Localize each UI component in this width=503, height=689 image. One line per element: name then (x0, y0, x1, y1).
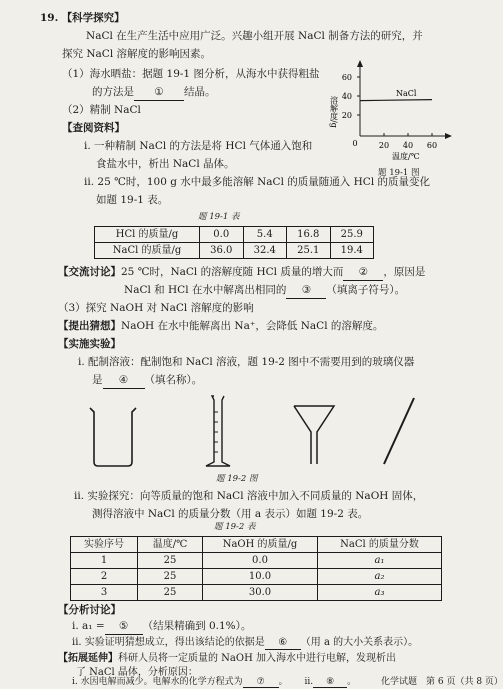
x-tick-60: 60 (426, 141, 438, 150)
table-cell: 30.0 (203, 585, 318, 601)
extend-ii-text: ii. (304, 677, 314, 687)
graduated-cylinder-icon (206, 396, 230, 466)
glassware-figure (84, 392, 424, 470)
blank-8[interactable]: ⑧ (313, 678, 347, 688)
part1-line-2 (92, 86, 216, 101)
table-cell: a₂ (318, 569, 442, 585)
table-header-row (71, 537, 442, 553)
table-cell: HCl 的质量/g (95, 227, 200, 243)
hypothesis-text: NaOH 在水中能解离出 Na⁺，会降低 NaCl 的溶解度。 (121, 320, 384, 332)
extend-tag: 【拓展延伸】 (58, 653, 118, 664)
fig1-caption: 题 19-1 图 (378, 168, 420, 178)
blank-4[interactable]: ④ (103, 374, 145, 389)
info-ii-line-1: ii. 25 ℃时，100 g 水中最多能溶解 NaCl 的质量随通入 HCl 的质量变化 (84, 176, 431, 188)
table-header-cell: NaCl 的质量分数 (318, 537, 442, 553)
part1-line-1: （1）海水晒盐：据题 19-1 图分析，从海水中获得粗盐 (62, 68, 320, 80)
blank-2[interactable]: ② (343, 266, 383, 281)
chart-xlabel: 温度/℃ (392, 152, 420, 161)
table-header-cell: NaOH 的质量/g (203, 537, 318, 553)
y-axis-arrow (357, 60, 363, 67)
table-cell: 25 (138, 585, 203, 601)
table-cell: 19.4 (330, 243, 374, 259)
intro-line-1: NaCl 在生产生活中应用广泛。兴趣小组开展 NaCl 制备方法的研究，并 (86, 30, 423, 42)
exp-ii-line-1: ii. 实验探究：向等质量的饱和 NaCl 溶液中加入不同质量的 NaOH 固体， (74, 490, 424, 502)
table-cell: NaCl 的质量/g (95, 243, 200, 259)
exp-i-suffix: （填名称）。 (144, 374, 203, 386)
blank-6[interactable]: ⑥ (265, 636, 301, 650)
experiment-tag: 【实施实验】 (58, 338, 121, 350)
exp-ii-line-2: 测得溶液中 NaCl 的质量分数（用 a 表示）如题 19-2 表。 (92, 508, 369, 520)
question-tag: 【科学探究】 (61, 12, 125, 24)
blank-1[interactable]: ① (134, 86, 184, 101)
table-cell: 25.9 (330, 227, 374, 243)
curve-label: NaCl (396, 89, 417, 98)
info-tag: 【查阅资料】 (62, 122, 125, 134)
table-cell: 25.1 (287, 243, 331, 259)
part1-suffix: 结晶。 (184, 86, 216, 98)
table-cell: a₁ (318, 553, 442, 569)
analysis-ii-line (72, 636, 418, 650)
exp-i-line-1: i. 配制溶液：配制饱和 NaCl 溶液，题 19-2 图中不需要用到的玻璃仪器 (78, 356, 415, 368)
table-cell: a₃ (318, 585, 442, 601)
discuss-text-c: NaCl 和 HCl 在水中解离出相同的 (124, 284, 287, 296)
extend-i-suffix: 。 (278, 677, 288, 687)
part3-line: （3）探究 NaOH 对 NaCl 溶解度的影响 (58, 302, 254, 314)
hypothesis-tag: 【提出猜想】 (58, 320, 121, 332)
analysis-ii-text: ii. 实验证明猜想成立，得出该结论的依据是 (72, 637, 265, 648)
discuss-text-a: 25 ℃时，NaCl 的溶解度随 HCl 质量的增大而 (121, 266, 344, 278)
blank-7[interactable]: ⑦ (243, 678, 279, 688)
table-row (71, 569, 442, 585)
x-tick-20: 20 (378, 141, 390, 150)
discuss-text-b: ，原因是 (383, 266, 426, 278)
table-cell: 10.0 (203, 569, 318, 585)
extend-text-a: 科研人员将一定质量的 NaOH 加入海水中进行电解，发现析出 (118, 653, 396, 664)
table-row (95, 243, 374, 259)
table-cell: 5.4 (243, 227, 287, 243)
discuss-text-d: （填离子符号）。 (326, 284, 406, 296)
page-footer: 化学试题 第 6 页（共 8 页） (381, 677, 503, 687)
extend-i-text: i. 水因电解而减少。电解水的化学方程式为 (72, 677, 243, 687)
blank-5[interactable]: ⑤ (105, 620, 143, 635)
table-cell: 2 (71, 569, 138, 585)
y-tick-40: 40 (341, 92, 352, 101)
table-header-cell: 温度/℃ (138, 537, 203, 553)
table-row (95, 227, 374, 243)
table-row (71, 585, 442, 601)
fig2-caption: 题 19-2 图 (216, 474, 258, 484)
extend-line-2: 了 NaCl 晶体，分析原因： (76, 667, 198, 678)
extend-ii-suffix: 。 (347, 677, 357, 687)
info-i-line-2: 食盐水中，析出 NaCl 晶体。 (96, 158, 235, 170)
glass-rod-icon (384, 398, 414, 464)
table-cell: 3 (71, 585, 138, 601)
intro-line-2: 探究 NaCl 溶解度的影响因素。 (62, 48, 212, 60)
table-cell: 16.8 (287, 227, 331, 243)
table-header-cell: 实验序号 (71, 537, 138, 553)
discuss-line-2 (124, 284, 405, 299)
table-cell: 32.4 (243, 243, 287, 259)
part1-text: 的方法是 (92, 86, 134, 98)
hypothesis-line (58, 320, 383, 334)
table-cell: 25 (138, 569, 203, 585)
analysis-tag: 【分析讨论】 (58, 604, 121, 616)
y-tick-20: 20 (341, 111, 352, 120)
analysis-i-line (72, 620, 251, 635)
nacl-curve (360, 100, 432, 101)
exp-i-text: 是 (92, 374, 103, 386)
table-cell: 0.0 (200, 227, 244, 243)
discuss-line-1 (58, 266, 425, 281)
info-ii-line-2: 如题 19-1 表。 (96, 194, 169, 206)
beaker-icon (90, 408, 136, 466)
question-number: 19. (40, 12, 59, 24)
question-header (40, 12, 125, 26)
table-row (71, 553, 442, 569)
table1 (94, 226, 374, 259)
analysis-ii-suffix: （用 a 的大小关系表示）。 (300, 637, 419, 648)
analysis-i-text: i. a₁ = (72, 620, 105, 632)
info-i-line-1: i. 一种精制 NaCl 的方法是将 HCl 气体通入饱和 (84, 140, 313, 152)
table-cell: 1 (71, 553, 138, 569)
table2-caption: 题 19-2 表 (214, 522, 256, 532)
funnel-icon (294, 406, 334, 464)
solubility-chart (330, 58, 460, 168)
y-tick-60: 60 (341, 73, 352, 82)
part2-line: （2）精制 NaCl (62, 104, 141, 116)
table2 (70, 536, 442, 601)
exp-i-line-2 (92, 374, 202, 389)
extend-line-1 (58, 652, 396, 665)
table1-caption: 题 19-1 表 (198, 212, 240, 222)
x-axis-arrow (445, 133, 452, 139)
table-cell: 36.0 (200, 243, 244, 259)
discuss-tag: 【交流讨论】 (58, 266, 121, 278)
analysis-i-suffix: （结果精确到 0.1%）。 (142, 620, 252, 632)
chart-origin: 0 (352, 139, 358, 148)
chart-ylabel: 溶解度/g (329, 96, 339, 128)
blank-3[interactable]: ③ (286, 284, 326, 299)
table-cell: 25 (138, 553, 203, 569)
extend-i-line (72, 678, 503, 688)
x-tick-40: 40 (402, 141, 414, 150)
table-cell: 0.0 (203, 553, 318, 569)
